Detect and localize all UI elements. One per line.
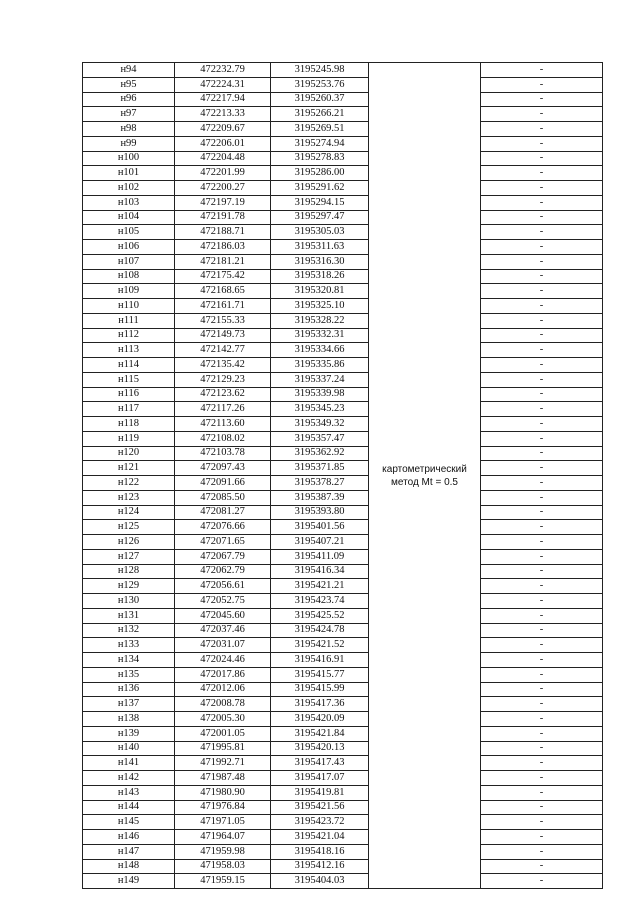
- point-id-cell: н100: [83, 151, 175, 166]
- description-cell: -: [481, 594, 603, 609]
- table-row: [83, 461, 603, 476]
- point-id-cell: н114: [83, 358, 175, 373]
- x-coordinate-cell: 472081.27: [175, 505, 271, 520]
- x-coordinate-cell: 472076.66: [175, 520, 271, 535]
- table-row: [83, 166, 603, 181]
- description-cell: -: [481, 785, 603, 800]
- x-coordinate-cell: 472085.50: [175, 490, 271, 505]
- description-cell: -: [481, 417, 603, 432]
- y-coordinate-cell: 3195357.47: [271, 431, 369, 446]
- y-coordinate-cell: 3195362.92: [271, 446, 369, 461]
- table-row: [83, 667, 603, 682]
- point-id-cell: н135: [83, 667, 175, 682]
- table-row: [83, 800, 603, 815]
- y-coordinate-cell: 3195416.91: [271, 653, 369, 668]
- table-row: [83, 579, 603, 594]
- point-id-cell: н148: [83, 859, 175, 874]
- x-coordinate-cell: 472117.26: [175, 402, 271, 417]
- y-coordinate-cell: 3195407.21: [271, 535, 369, 550]
- point-id-cell: н105: [83, 225, 175, 240]
- description-cell: -: [481, 402, 603, 417]
- point-id-cell: н97: [83, 107, 175, 122]
- description-cell: -: [481, 756, 603, 771]
- x-coordinate-cell: 472108.02: [175, 431, 271, 446]
- table-row: [83, 638, 603, 653]
- point-id-cell: н143: [83, 785, 175, 800]
- description-cell: -: [481, 549, 603, 564]
- coordinates-table: [82, 62, 603, 889]
- description-cell: -: [481, 520, 603, 535]
- y-coordinate-cell: 3195425.52: [271, 608, 369, 623]
- x-coordinate-cell: 472067.79: [175, 549, 271, 564]
- table-row: [83, 726, 603, 741]
- x-coordinate-cell: 472129.23: [175, 372, 271, 387]
- table-row: [83, 402, 603, 417]
- y-coordinate-cell: 3195418.16: [271, 844, 369, 859]
- y-coordinate-cell: 3195421.21: [271, 579, 369, 594]
- x-coordinate-cell: 471964.07: [175, 830, 271, 845]
- y-coordinate-cell: 3195320.81: [271, 284, 369, 299]
- description-cell: -: [481, 284, 603, 299]
- table-row: [83, 564, 603, 579]
- description-cell: -: [481, 358, 603, 373]
- x-coordinate-cell: 472149.73: [175, 328, 271, 343]
- point-id-cell: н137: [83, 697, 175, 712]
- x-coordinate-cell: 472213.33: [175, 107, 271, 122]
- point-id-cell: н119: [83, 431, 175, 446]
- y-coordinate-cell: 3195253.76: [271, 77, 369, 92]
- y-coordinate-cell: 3195334.66: [271, 343, 369, 358]
- description-cell: -: [481, 181, 603, 196]
- point-id-cell: н132: [83, 623, 175, 638]
- y-coordinate-cell: 3195286.00: [271, 166, 369, 181]
- x-coordinate-cell: 472204.48: [175, 151, 271, 166]
- description-cell: -: [481, 299, 603, 314]
- y-coordinate-cell: 3195421.04: [271, 830, 369, 845]
- table-row: [83, 195, 603, 210]
- y-coordinate-cell: 3195421.52: [271, 638, 369, 653]
- description-cell: -: [481, 653, 603, 668]
- y-coordinate-cell: 3195404.03: [271, 874, 369, 889]
- description-cell: -: [481, 343, 603, 358]
- description-cell: -: [481, 151, 603, 166]
- x-coordinate-cell: 471995.81: [175, 741, 271, 756]
- x-coordinate-cell: 472037.46: [175, 623, 271, 638]
- description-cell: -: [481, 122, 603, 137]
- x-coordinate-cell: 472123.62: [175, 387, 271, 402]
- description-cell: -: [481, 107, 603, 122]
- table-row: [83, 535, 603, 550]
- table-row: [83, 490, 603, 505]
- y-coordinate-cell: 3195316.30: [271, 254, 369, 269]
- description-cell: -: [481, 240, 603, 255]
- x-coordinate-cell: 471959.15: [175, 874, 271, 889]
- point-id-cell: н111: [83, 313, 175, 328]
- x-coordinate-cell: 472001.05: [175, 726, 271, 741]
- table-row: [83, 358, 603, 373]
- description-cell: -: [481, 328, 603, 343]
- y-coordinate-cell: 3195420.13: [271, 741, 369, 756]
- description-cell: -: [481, 579, 603, 594]
- x-coordinate-cell: 471958.03: [175, 859, 271, 874]
- x-coordinate-cell: 471992.71: [175, 756, 271, 771]
- x-coordinate-cell: 472161.71: [175, 299, 271, 314]
- table-row: [83, 756, 603, 771]
- table-row: [83, 785, 603, 800]
- table-row: [83, 328, 603, 343]
- table-row: [83, 844, 603, 859]
- x-coordinate-cell: 472062.79: [175, 564, 271, 579]
- description-cell: -: [481, 446, 603, 461]
- x-coordinate-cell: 472091.66: [175, 476, 271, 491]
- y-coordinate-cell: 3195415.77: [271, 667, 369, 682]
- y-coordinate-cell: 3195378.27: [271, 476, 369, 491]
- point-id-cell: н106: [83, 240, 175, 255]
- description-cell: -: [481, 535, 603, 550]
- y-coordinate-cell: 3195424.78: [271, 623, 369, 638]
- table-row: [83, 107, 603, 122]
- y-coordinate-cell: 3195421.84: [271, 726, 369, 741]
- point-id-cell: н131: [83, 608, 175, 623]
- y-coordinate-cell: 3195274.94: [271, 136, 369, 151]
- table-row: [83, 741, 603, 756]
- point-id-cell: н120: [83, 446, 175, 461]
- table-row: [83, 284, 603, 299]
- point-id-cell: н109: [83, 284, 175, 299]
- description-cell: -: [481, 800, 603, 815]
- description-cell: -: [481, 859, 603, 874]
- description-cell: -: [481, 313, 603, 328]
- description-cell: -: [481, 874, 603, 889]
- y-coordinate-cell: 3195411.09: [271, 549, 369, 564]
- method-note-cell: [369, 63, 481, 889]
- description-cell: -: [481, 564, 603, 579]
- table-row: [83, 313, 603, 328]
- description-cell: -: [481, 815, 603, 830]
- y-coordinate-cell: 3195269.51: [271, 122, 369, 137]
- point-id-cell: н138: [83, 712, 175, 727]
- y-coordinate-cell: 3195278.83: [271, 151, 369, 166]
- x-coordinate-cell: 472209.67: [175, 122, 271, 137]
- x-coordinate-cell: 472191.78: [175, 210, 271, 225]
- table-row: [83, 771, 603, 786]
- description-cell: -: [481, 490, 603, 505]
- description-cell: -: [481, 461, 603, 476]
- point-id-cell: н147: [83, 844, 175, 859]
- y-coordinate-cell: 3195337.24: [271, 372, 369, 387]
- table-row: [83, 549, 603, 564]
- y-coordinate-cell: 3195339.98: [271, 387, 369, 402]
- point-id-cell: н146: [83, 830, 175, 845]
- x-coordinate-cell: 472103.78: [175, 446, 271, 461]
- y-coordinate-cell: 3195345.23: [271, 402, 369, 417]
- y-coordinate-cell: 3195260.37: [271, 92, 369, 107]
- table-row: [83, 874, 603, 889]
- y-coordinate-cell: 3195417.07: [271, 771, 369, 786]
- x-coordinate-cell: 472186.03: [175, 240, 271, 255]
- table-row: [83, 594, 603, 609]
- x-coordinate-cell: 472017.86: [175, 667, 271, 682]
- point-id-cell: н125: [83, 520, 175, 535]
- point-id-cell: н96: [83, 92, 175, 107]
- y-coordinate-cell: 3195335.86: [271, 358, 369, 373]
- x-coordinate-cell: 472181.21: [175, 254, 271, 269]
- y-coordinate-cell: 3195412.16: [271, 859, 369, 874]
- point-id-cell: н95: [83, 77, 175, 92]
- y-coordinate-cell: 3195423.72: [271, 815, 369, 830]
- point-id-cell: н133: [83, 638, 175, 653]
- point-id-cell: н142: [83, 771, 175, 786]
- description-cell: -: [481, 682, 603, 697]
- table-row: [83, 815, 603, 830]
- y-coordinate-cell: 3195294.15: [271, 195, 369, 210]
- table-row: [83, 136, 603, 151]
- x-coordinate-cell: 472175.42: [175, 269, 271, 284]
- y-coordinate-cell: 3195419.81: [271, 785, 369, 800]
- table-row: [83, 682, 603, 697]
- description-cell: -: [481, 697, 603, 712]
- point-id-cell: н104: [83, 210, 175, 225]
- x-coordinate-cell: 472008.78: [175, 697, 271, 712]
- point-id-cell: н128: [83, 564, 175, 579]
- method-note-line2: метод Mt = 0.5: [391, 476, 458, 488]
- description-cell: -: [481, 726, 603, 741]
- point-id-cell: н98: [83, 122, 175, 137]
- point-id-cell: н102: [83, 181, 175, 196]
- point-id-cell: н112: [83, 328, 175, 343]
- description-cell: -: [481, 623, 603, 638]
- description-cell: -: [481, 608, 603, 623]
- table-row: [83, 653, 603, 668]
- x-coordinate-cell: 472113.60: [175, 417, 271, 432]
- y-coordinate-cell: 3195305.03: [271, 225, 369, 240]
- point-id-cell: н144: [83, 800, 175, 815]
- y-coordinate-cell: 3195245.98: [271, 63, 369, 78]
- x-coordinate-cell: 472097.43: [175, 461, 271, 476]
- x-coordinate-cell: 472224.31: [175, 77, 271, 92]
- description-cell: -: [481, 225, 603, 240]
- x-coordinate-cell: 472012.06: [175, 682, 271, 697]
- table-row: [83, 712, 603, 727]
- point-id-cell: н122: [83, 476, 175, 491]
- x-coordinate-cell: 471980.90: [175, 785, 271, 800]
- table-row: [83, 77, 603, 92]
- x-coordinate-cell: 472031.07: [175, 638, 271, 653]
- y-coordinate-cell: 3195421.56: [271, 800, 369, 815]
- table-row: [83, 269, 603, 284]
- description-cell: -: [481, 667, 603, 682]
- table-row: [83, 299, 603, 314]
- x-coordinate-cell: 472052.75: [175, 594, 271, 609]
- table-row: [83, 697, 603, 712]
- method-note-line1: картометрический: [382, 463, 467, 475]
- x-coordinate-cell: 472168.65: [175, 284, 271, 299]
- table-row: [83, 254, 603, 269]
- table-row: [83, 63, 603, 78]
- description-cell: -: [481, 741, 603, 756]
- y-coordinate-cell: 3195393.80: [271, 505, 369, 520]
- y-coordinate-cell: 3195311.63: [271, 240, 369, 255]
- y-coordinate-cell: 3195325.10: [271, 299, 369, 314]
- y-coordinate-cell: 3195415.99: [271, 682, 369, 697]
- y-coordinate-cell: 3195420.09: [271, 712, 369, 727]
- point-id-cell: н110: [83, 299, 175, 314]
- point-id-cell: н113: [83, 343, 175, 358]
- table-row: [83, 431, 603, 446]
- description-cell: -: [481, 505, 603, 520]
- table-row: [83, 372, 603, 387]
- description-cell: -: [481, 712, 603, 727]
- table-row: [83, 92, 603, 107]
- table-row: [83, 417, 603, 432]
- point-id-cell: н123: [83, 490, 175, 505]
- point-id-cell: н103: [83, 195, 175, 210]
- point-id-cell: н107: [83, 254, 175, 269]
- table-row: [83, 505, 603, 520]
- x-coordinate-cell: 471971.05: [175, 815, 271, 830]
- y-coordinate-cell: 3195417.43: [271, 756, 369, 771]
- x-coordinate-cell: 471987.48: [175, 771, 271, 786]
- table-row: [83, 830, 603, 845]
- x-coordinate-cell: 472197.19: [175, 195, 271, 210]
- table-row: [83, 225, 603, 240]
- x-coordinate-cell: 472200.27: [175, 181, 271, 196]
- point-id-cell: н99: [83, 136, 175, 151]
- x-coordinate-cell: 471959.98: [175, 844, 271, 859]
- description-cell: -: [481, 830, 603, 845]
- point-id-cell: н116: [83, 387, 175, 402]
- description-cell: -: [481, 476, 603, 491]
- x-coordinate-cell: 472232.79: [175, 63, 271, 78]
- table-row: [83, 181, 603, 196]
- x-coordinate-cell: 472217.94: [175, 92, 271, 107]
- x-coordinate-cell: 472056.61: [175, 579, 271, 594]
- coordinates-table-container: [82, 62, 602, 889]
- x-coordinate-cell: 472045.60: [175, 608, 271, 623]
- point-id-cell: н94: [83, 63, 175, 78]
- point-id-cell: н115: [83, 372, 175, 387]
- point-id-cell: н134: [83, 653, 175, 668]
- description-cell: -: [481, 254, 603, 269]
- point-id-cell: н127: [83, 549, 175, 564]
- table-row: [83, 151, 603, 166]
- point-id-cell: н136: [83, 682, 175, 697]
- y-coordinate-cell: 3195417.36: [271, 697, 369, 712]
- y-coordinate-cell: 3195423.74: [271, 594, 369, 609]
- table-row: [83, 387, 603, 402]
- y-coordinate-cell: 3195349.32: [271, 417, 369, 432]
- table-row: [83, 623, 603, 638]
- description-cell: -: [481, 638, 603, 653]
- description-cell: -: [481, 269, 603, 284]
- table-row: [83, 520, 603, 535]
- description-cell: -: [481, 844, 603, 859]
- x-coordinate-cell: 472135.42: [175, 358, 271, 373]
- x-coordinate-cell: 472071.65: [175, 535, 271, 550]
- table-row: [83, 476, 603, 491]
- x-coordinate-cell: 472142.77: [175, 343, 271, 358]
- point-id-cell: н145: [83, 815, 175, 830]
- coordinates-table-body: [83, 63, 603, 889]
- point-id-cell: н121: [83, 461, 175, 476]
- table-row: [83, 859, 603, 874]
- y-coordinate-cell: 3195371.85: [271, 461, 369, 476]
- x-coordinate-cell: 472188.71: [175, 225, 271, 240]
- x-coordinate-cell: 472155.33: [175, 313, 271, 328]
- description-cell: -: [481, 387, 603, 402]
- point-id-cell: н139: [83, 726, 175, 741]
- table-row: [83, 446, 603, 461]
- x-coordinate-cell: 472024.46: [175, 653, 271, 668]
- y-coordinate-cell: 3195416.34: [271, 564, 369, 579]
- point-id-cell: н130: [83, 594, 175, 609]
- description-cell: -: [481, 92, 603, 107]
- point-id-cell: н140: [83, 741, 175, 756]
- point-id-cell: н126: [83, 535, 175, 550]
- y-coordinate-cell: 3195291.62: [271, 181, 369, 196]
- description-cell: -: [481, 372, 603, 387]
- table-row: [83, 608, 603, 623]
- table-row: [83, 343, 603, 358]
- description-cell: -: [481, 431, 603, 446]
- point-id-cell: н101: [83, 166, 175, 181]
- y-coordinate-cell: 3195401.56: [271, 520, 369, 535]
- y-coordinate-cell: 3195328.22: [271, 313, 369, 328]
- table-row: [83, 122, 603, 137]
- y-coordinate-cell: 3195387.39: [271, 490, 369, 505]
- point-id-cell: н117: [83, 402, 175, 417]
- x-coordinate-cell: 471976.84: [175, 800, 271, 815]
- description-cell: -: [481, 63, 603, 78]
- y-coordinate-cell: 3195318.26: [271, 269, 369, 284]
- description-cell: -: [481, 136, 603, 151]
- point-id-cell: н118: [83, 417, 175, 432]
- description-cell: -: [481, 771, 603, 786]
- y-coordinate-cell: 3195297.47: [271, 210, 369, 225]
- point-id-cell: н149: [83, 874, 175, 889]
- point-id-cell: н141: [83, 756, 175, 771]
- point-id-cell: н124: [83, 505, 175, 520]
- y-coordinate-cell: 3195266.21: [271, 107, 369, 122]
- description-cell: -: [481, 210, 603, 225]
- point-id-cell: н129: [83, 579, 175, 594]
- point-id-cell: н108: [83, 269, 175, 284]
- table-row: [83, 240, 603, 255]
- x-coordinate-cell: 472206.01: [175, 136, 271, 151]
- description-cell: -: [481, 77, 603, 92]
- description-cell: -: [481, 195, 603, 210]
- x-coordinate-cell: 472005.30: [175, 712, 271, 727]
- table-row: [83, 210, 603, 225]
- y-coordinate-cell: 3195332.31: [271, 328, 369, 343]
- description-cell: -: [481, 166, 603, 181]
- x-coordinate-cell: 472201.99: [175, 166, 271, 181]
